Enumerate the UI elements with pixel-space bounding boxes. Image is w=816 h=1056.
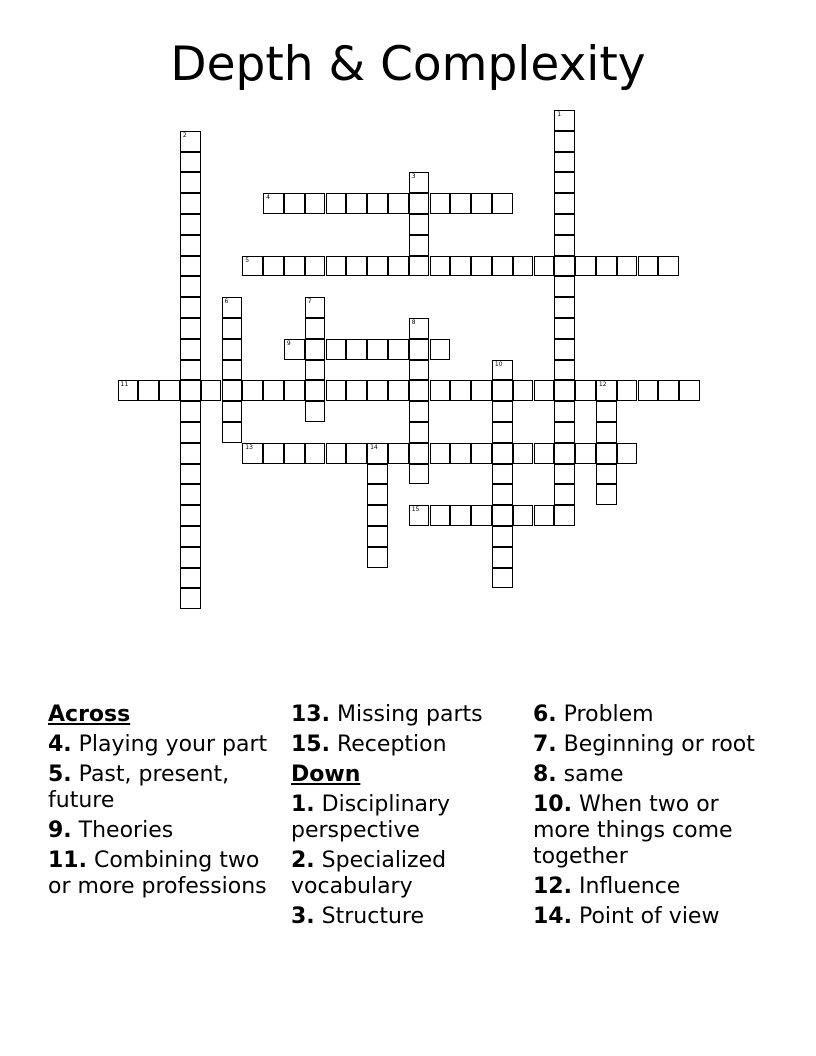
cell-number: 1	[557, 111, 562, 118]
clue-number: 13.	[291, 702, 330, 727]
clue-text: Structure	[314, 904, 425, 929]
grid-cell[interactable]	[638, 256, 659, 277]
clue-number: 7.	[533, 732, 557, 757]
grid-cell[interactable]	[554, 214, 575, 235]
grid-cell[interactable]	[263, 193, 284, 214]
grid-cell[interactable]	[492, 380, 513, 401]
clue-item	[533, 732, 768, 758]
grid-cell[interactable]	[305, 401, 326, 422]
grid-cell[interactable]	[450, 380, 471, 401]
grid-cell[interactable]	[180, 547, 201, 568]
grid-cell[interactable]	[554, 235, 575, 256]
grid-cell[interactable]	[492, 443, 513, 464]
grid-cell[interactable]	[430, 339, 451, 360]
grid-cell[interactable]	[180, 214, 201, 235]
grid-cell[interactable]	[388, 256, 409, 277]
grid-cell[interactable]	[430, 193, 451, 214]
grid-cell[interactable]	[596, 464, 617, 485]
grid-cell[interactable]	[492, 422, 513, 443]
grid-cell[interactable]	[492, 568, 513, 589]
clue-text: Combining two or more professions	[48, 848, 267, 899]
grid-cell[interactable]	[284, 339, 305, 360]
grid-cell[interactable]	[222, 360, 243, 381]
grid-cell[interactable]	[554, 152, 575, 173]
grid-cell[interactable]	[409, 464, 430, 485]
cell-number: 7	[307, 298, 312, 306]
grid-cell[interactable]	[492, 484, 513, 505]
grid-cell[interactable]	[242, 256, 263, 277]
across-header: Across	[48, 702, 131, 727]
grid-cell[interactable]	[554, 505, 575, 526]
grid-cell[interactable]	[180, 318, 201, 339]
grid-cell[interactable]	[492, 193, 513, 214]
grid-cell[interactable]	[596, 484, 617, 505]
grid-cell[interactable]	[180, 401, 201, 422]
grid-cell[interactable]	[658, 380, 679, 401]
grid-cell[interactable]	[284, 256, 305, 277]
grid-cell[interactable]	[534, 380, 555, 401]
grid-cell[interactable]	[409, 380, 430, 401]
cell-number: 13	[245, 443, 253, 451]
grid-cell[interactable]	[222, 422, 243, 443]
grid-cell[interactable]	[596, 422, 617, 443]
clue-item	[48, 732, 283, 758]
grid-cell[interactable]	[388, 193, 409, 214]
grid-cell[interactable]	[409, 235, 430, 256]
grid-cell[interactable]	[138, 380, 159, 401]
grid-cell[interactable]	[326, 443, 347, 464]
clue-number: 11.	[48, 848, 87, 873]
clues-column-3	[533, 702, 768, 934]
grid-cell[interactable]	[534, 443, 555, 464]
clue-number: 9.	[48, 818, 72, 843]
clue-number: 2.	[291, 848, 315, 873]
down-header: Down	[291, 762, 361, 787]
grid-cell[interactable]	[409, 214, 430, 235]
grid-cell[interactable]	[305, 360, 326, 381]
grid-cell[interactable]	[534, 505, 555, 526]
grid-cell[interactable]	[180, 568, 201, 589]
grid-cell[interactable]	[180, 297, 201, 318]
clue-item	[291, 702, 526, 728]
grid-cell[interactable]	[222, 318, 243, 339]
grid-cell[interactable]	[180, 360, 201, 381]
grid-cell[interactable]	[638, 380, 659, 401]
clue-item	[533, 904, 768, 930]
grid-cell[interactable]	[492, 464, 513, 485]
grid-cell[interactable]	[367, 380, 388, 401]
clue-number: 15.	[291, 732, 330, 757]
grid-cell[interactable]	[617, 256, 638, 277]
grid-cell[interactable]	[430, 256, 451, 277]
grid-cell[interactable]	[554, 360, 575, 381]
clues-column-1	[48, 702, 283, 904]
grid-cell[interactable]	[554, 110, 575, 131]
clue-text: Playing your part	[71, 732, 268, 757]
clue-number: 8.	[533, 762, 557, 787]
clue-text: Influence	[571, 874, 681, 899]
grid-cell[interactable]	[554, 443, 575, 464]
grid-cell[interactable]	[492, 360, 513, 381]
grid-cell[interactable]	[575, 380, 596, 401]
grid-cell[interactable]	[326, 380, 347, 401]
grid-cell[interactable]	[201, 380, 222, 401]
grid-cell[interactable]	[367, 526, 388, 547]
grid-cell[interactable]	[222, 401, 243, 422]
grid-cell[interactable]	[430, 443, 451, 464]
clue-text: When two or more things come together	[533, 792, 733, 869]
grid-cell[interactable]	[575, 443, 596, 464]
grid-cell[interactable]	[346, 256, 367, 277]
grid-cell[interactable]	[471, 443, 492, 464]
clue-number: 3.	[291, 904, 315, 929]
grid-cell[interactable]	[492, 547, 513, 568]
grid-cell[interactable]	[513, 505, 534, 526]
grid-cell[interactable]	[305, 193, 326, 214]
grid-cell[interactable]	[409, 505, 430, 526]
grid-cell[interactable]	[492, 401, 513, 422]
grid-cell[interactable]	[263, 443, 284, 464]
grid-cell[interactable]	[596, 380, 617, 401]
grid-cell[interactable]	[367, 339, 388, 360]
grid-cell[interactable]	[534, 256, 555, 277]
grid-cell[interactable]	[367, 464, 388, 485]
grid-cell[interactable]	[388, 339, 409, 360]
cell-number: 3	[411, 173, 416, 181]
grid-cell[interactable]	[409, 193, 430, 214]
clue-number: 12.	[533, 874, 572, 899]
grid-cell[interactable]	[596, 256, 617, 277]
clue-item	[291, 732, 526, 758]
clue-item	[291, 848, 526, 900]
grid-cell[interactable]	[554, 464, 575, 485]
grid-cell[interactable]	[180, 193, 201, 214]
clue-item	[48, 818, 283, 844]
clue-number: 5.	[48, 762, 72, 787]
grid-cell[interactable]	[367, 547, 388, 568]
grid-cell[interactable]	[575, 256, 596, 277]
grid-cell[interactable]	[305, 256, 326, 277]
clue-item	[48, 762, 283, 814]
grid-cell[interactable]	[284, 380, 305, 401]
cell-number: 4	[266, 194, 270, 202]
grid-cell[interactable]	[554, 422, 575, 443]
grid-cell[interactable]	[118, 380, 139, 401]
grid-cell[interactable]	[180, 505, 201, 526]
grid-cell[interactable]	[513, 380, 534, 401]
grid-cell[interactable]	[242, 380, 263, 401]
grid-cell[interactable]	[180, 422, 201, 443]
grid-cell[interactable]	[471, 256, 492, 277]
grid-cell[interactable]	[284, 443, 305, 464]
clue-item	[533, 792, 768, 870]
grid-cell[interactable]	[554, 339, 575, 360]
grid-cell[interactable]	[222, 297, 243, 318]
clue-text: same	[556, 762, 624, 787]
grid-cell[interactable]	[450, 256, 471, 277]
grid-cell[interactable]	[180, 526, 201, 547]
clue-text: Specialized vocabulary	[291, 848, 447, 899]
clue-text: Point of view	[571, 904, 720, 929]
grid-cell[interactable]	[513, 443, 534, 464]
clue-text: Past, present, future	[48, 762, 230, 813]
clue-item	[533, 874, 768, 900]
grid-cell[interactable]	[554, 172, 575, 193]
grid-cell[interactable]	[180, 380, 201, 401]
cell-number: 2	[182, 131, 187, 139]
cell-number: 12	[598, 381, 607, 389]
grid-cell[interactable]	[180, 276, 201, 297]
grid-cell[interactable]	[242, 443, 263, 464]
grid-cell[interactable]	[492, 505, 513, 526]
grid-cell[interactable]	[180, 131, 201, 152]
grid-cell[interactable]	[471, 193, 492, 214]
grid-cell[interactable]	[617, 443, 638, 464]
clue-number: 1.	[291, 792, 315, 817]
grid-cell[interactable]	[554, 276, 575, 297]
grid-cell[interactable]	[492, 526, 513, 547]
grid-cell[interactable]	[450, 505, 471, 526]
grid-cell[interactable]	[513, 256, 534, 277]
cell-number: 15	[411, 506, 420, 514]
grid-cell[interactable]	[554, 297, 575, 318]
grid-cell[interactable]	[326, 339, 347, 360]
grid-cell[interactable]	[471, 380, 492, 401]
grid-cell[interactable]	[596, 401, 617, 422]
grid-cell[interactable]	[409, 360, 430, 381]
grid-cell[interactable]	[305, 297, 326, 318]
clue-number: 6.	[533, 702, 557, 727]
clue-item	[533, 762, 768, 788]
grid-cell[interactable]	[180, 588, 201, 609]
grid-cell[interactable]	[367, 193, 388, 214]
grid-cell[interactable]	[617, 380, 638, 401]
grid-cell[interactable]	[409, 443, 430, 464]
grid-cell[interactable]	[409, 172, 430, 193]
grid-cell[interactable]	[554, 484, 575, 505]
grid-cell[interactable]	[554, 193, 575, 214]
grid-cell[interactable]	[346, 380, 367, 401]
grid-cell[interactable]	[471, 505, 492, 526]
grid-cell[interactable]	[554, 256, 575, 277]
cell-number: 14	[370, 443, 378, 451]
grid-cell[interactable]	[346, 443, 367, 464]
grid-cell[interactable]	[180, 339, 201, 360]
clue-number: 4.	[48, 732, 72, 757]
grid-cell[interactable]	[180, 464, 201, 485]
grid-cell[interactable]	[409, 318, 430, 339]
grid-cell[interactable]	[409, 256, 430, 277]
grid-cell[interactable]	[367, 484, 388, 505]
grid-cell[interactable]	[596, 443, 617, 464]
grid-cell[interactable]	[326, 256, 347, 277]
grid-cell[interactable]	[326, 193, 347, 214]
grid-cell[interactable]	[554, 380, 575, 401]
cell-number: 6	[224, 298, 229, 306]
grid-cell[interactable]	[346, 339, 367, 360]
cell-number: 10	[494, 360, 503, 368]
grid-cell[interactable]	[180, 235, 201, 256]
grid-cell[interactable]	[263, 256, 284, 277]
grid-cell[interactable]	[305, 380, 326, 401]
grid-cell[interactable]	[388, 380, 409, 401]
grid-cell[interactable]	[159, 380, 180, 401]
grid-cell[interactable]	[180, 256, 201, 277]
grid-cell[interactable]	[367, 443, 388, 464]
grid-cell[interactable]	[554, 401, 575, 422]
cell-number: 11	[120, 381, 129, 389]
grid-cell[interactable]	[430, 505, 451, 526]
grid-cell[interactable]	[409, 339, 430, 360]
grid-cell[interactable]	[346, 193, 367, 214]
cell-number: 9	[286, 339, 291, 347]
clue-item	[533, 702, 768, 728]
clue-item	[291, 904, 526, 930]
grid-cell[interactable]	[409, 401, 430, 422]
grid-cell[interactable]	[180, 172, 201, 193]
grid-cell[interactable]	[305, 318, 326, 339]
grid-cell[interactable]	[305, 339, 326, 360]
grid-cell[interactable]	[409, 422, 430, 443]
grid-cell[interactable]	[180, 152, 201, 173]
grid-cell[interactable]	[180, 484, 201, 505]
clue-number: 14.	[533, 904, 572, 929]
grid-cell[interactable]	[450, 193, 471, 214]
cell-number: 5	[245, 256, 250, 264]
grid-cell[interactable]	[554, 318, 575, 339]
clue-text: Beginning or root	[556, 732, 755, 757]
grid-cell[interactable]	[263, 380, 284, 401]
grid-cell[interactable]	[222, 339, 243, 360]
grid-cell[interactable]	[305, 443, 326, 464]
grid-cell[interactable]	[492, 256, 513, 277]
grid-cell[interactable]	[679, 380, 700, 401]
grid-cell[interactable]	[284, 193, 305, 214]
clue-text: Theories	[71, 818, 174, 843]
grid-cell[interactable]	[450, 443, 471, 464]
clue-text: Disciplinary perspective	[291, 792, 451, 843]
grid-cell[interactable]	[554, 131, 575, 152]
clue-item	[291, 792, 526, 844]
grid-cell[interactable]	[367, 505, 388, 526]
clue-number: 10.	[533, 792, 572, 817]
grid-cell[interactable]	[388, 443, 409, 464]
grid-cell[interactable]	[658, 256, 679, 277]
clue-text: Reception	[329, 732, 447, 757]
grid-cell[interactable]	[367, 256, 388, 277]
clues-column-2	[291, 702, 526, 934]
page-title: Depth & Complexity	[170, 37, 646, 92]
grid-cell[interactable]	[430, 380, 451, 401]
grid-cell[interactable]	[222, 380, 243, 401]
grid-cell[interactable]	[180, 443, 201, 464]
clue-text: Problem	[556, 702, 654, 727]
cell-number: 8	[411, 319, 416, 326]
clue-text: Missing parts	[329, 702, 483, 727]
clue-item	[48, 848, 283, 900]
